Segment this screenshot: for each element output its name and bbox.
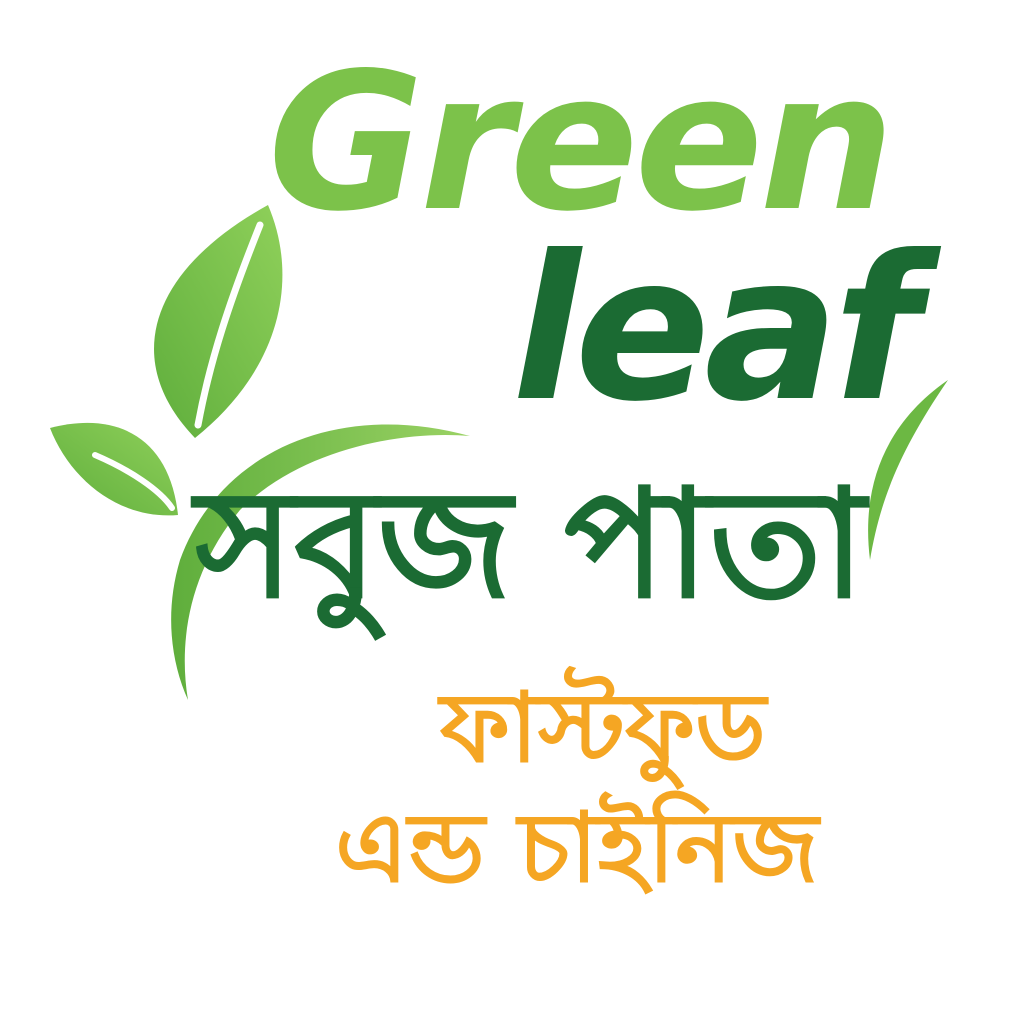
logo-word-green: Green	[268, 32, 891, 253]
logo-word-leaf: leaf	[512, 213, 915, 446]
logo-bengali-name: সবুজ পাতা	[195, 458, 866, 632]
tagline-chinese: এন্ড চাইনিজ	[335, 792, 819, 904]
small-leaf-shape	[50, 423, 178, 516]
tagline-fastfood: ফাস্টফুড	[440, 672, 766, 784]
large-leaf-shape	[154, 205, 282, 438]
